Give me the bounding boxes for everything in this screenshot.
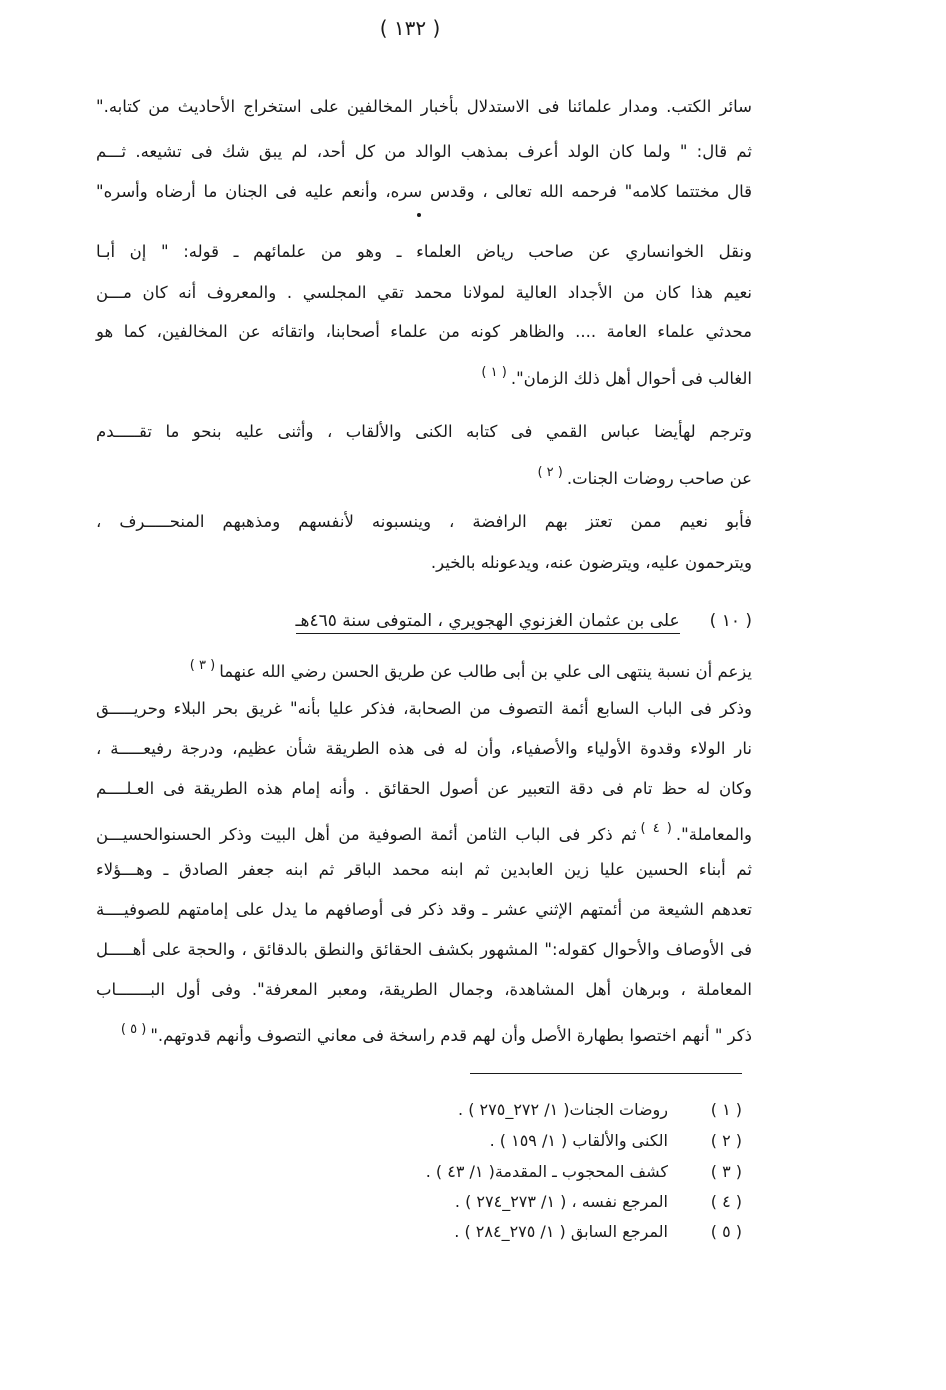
footnote-text: المرجع السابق ( ١/ ٢٧٥_٢٨٤ ) . — [454, 1222, 668, 1241]
text-segment: ثم ذكر فى الباب الثامن أئمة الصوفية من أهل البيت وذكر الحسنوالحسيـــن — [96, 825, 637, 844]
text-line: سائر الكتب. ومدار علمائنا فى الاستدلال بأخبار المخالفين على استخراج الأحاديث من كتابه." — [96, 97, 752, 116]
section-heading — [296, 608, 752, 634]
footnote-ref: ( ٢ ) — [537, 465, 563, 480]
footnote-text: كشف المحجوب ـ المقدمة( ١/ ٤٣ ) . — [425, 1162, 668, 1181]
text-line: المعاملة ، وبرهان أهل المشاهدة، وجمال الطريقة، ومعبر المعرفة". وفى أول البـــــــاب — [96, 980, 752, 999]
text-line: وذكر فى الباب السابع أئمة التصوف من الصحابة، فذكر عليا بأنه" غريق بحر البلاء وحريـــــق — [96, 699, 752, 718]
text-segment: ذكر " أنهم اختصوا بطهارة الأصل وأن لهم قدم راسخة فى معاني التصوف وأنهم قدوتهم." — [150, 1026, 752, 1045]
footnote — [454, 1220, 742, 1244]
footnote-separator — [470, 1073, 742, 1074]
footnote — [455, 1190, 742, 1214]
text-line: ونقل الخوانساري عن صاحب رياض العلماء ـ وهو من علمائهم ـ قوله: " إن أبـا — [96, 242, 752, 261]
footnote-number: ( ٥ ) — [710, 1222, 742, 1241]
text-line: وترجم لهأيضا عباس القمي فى كتابه الكنى والألقاب ، وأثنى عليه بنحو ما تقـــــدم — [96, 422, 752, 441]
footnote-number: ( ٢ ) — [710, 1131, 742, 1150]
text-segment: الغالب فى أحوال أهل ذلك الزمان". — [510, 369, 752, 388]
footnote-ref: ( ٤ ) — [640, 821, 672, 836]
footnote-number: ( ١ ) — [710, 1100, 742, 1119]
text-line: تعدهم الشيعة من أئمتهم الإثني عشر ـ وقد ذكر فى أوصافهم ما يدل على إمامتهم للصوفيــــة — [96, 900, 752, 919]
text-segment: عن صاحب روضات الجنات. — [566, 469, 752, 488]
text-line: نار الولاء وقدوة الأولياء والأصفياء، وأن له فى هذه الطريقة شأن عظيم، ودرجة رفيعـــــة ، — [96, 739, 752, 758]
footnote — [458, 1098, 742, 1122]
text-line: فأبو نعيم ممن تعتز بهم الرافضة ، وينسبونه لأنفسهم ومذهبهم المنحـــــرف ، — [96, 512, 752, 531]
stray-dot — [417, 213, 421, 217]
footnote — [490, 1129, 742, 1153]
footnote-number: ( ٣ ) — [710, 1162, 742, 1181]
section-title: على بن عثمان الغزنوي الهجويري ، المتوفى سنة ٤٦٥هـ — [296, 611, 680, 634]
text-line — [96, 1018, 752, 1048]
text-line: فى الأوصاف والأحوال كقوله:" المشهور بكشف الحقائق والنطق بالدقائق ، والحجة على أهـــــل — [96, 940, 752, 959]
section-number: ( ١٠ ) — [709, 611, 752, 631]
text-line: محدثي علماء العامة .... والظاهر كونه من علماء أصحابنا، واتقائه عن المخالفين، كما هو — [96, 322, 752, 341]
footnote-ref: ( ١ ) — [481, 365, 507, 380]
text-line — [96, 654, 752, 684]
text-line: نعيم هذا كان من الأجداد العالية لمولانا محمد تقي المجلسي . والمعروف أنه كان مـــن — [96, 283, 752, 302]
footnote-ref: ( ٣ ) — [189, 658, 216, 673]
footnote-ref: ( ٥ ) — [120, 1022, 147, 1037]
footnote-text: روضات الجنات( ١/ ٢٧٢_٢٧٥ ) . — [458, 1100, 668, 1119]
footnote-text: المرجع نفسه ، ( ١/ ٢٧٣_٢٧٤ ) . — [454, 1192, 668, 1211]
text-segment: والمعاملة". — [675, 825, 752, 844]
text-line: قال مختتما كلامه" فرحمه الله تعالى ، وقدس سره، وأنعم عليه فى الجنان ما أرضاه وأسره" — [96, 182, 752, 201]
page-number: ( ١٣٢ ) — [379, 16, 441, 40]
footnote-text: الكنى والألقاب ( ١/ ١٥٩ ) . — [489, 1131, 668, 1150]
text-line — [96, 817, 752, 847]
text-line: ويترحمون عليه، ويترضون عنه، ويدعونله بالخير. — [430, 553, 752, 572]
text-line: وكان له حظ تام فى دقة التعبير عن أصول الحقائق . وأنه إمام هذه الطريقة فى العـلــــم — [96, 779, 752, 798]
footnote-number: ( ٤ ) — [710, 1192, 742, 1211]
text-line: ثم أبناء الحسين عليا زين العابدين ثم ابنه محمد الباقر ثم ابنه جعفر الصادق ـ وهـــؤلاء — [96, 860, 752, 879]
text-line — [96, 461, 752, 491]
text-segment: يزعم أن نسبة ينتهى الى علي بن أبى طالب عن طريق الحسن رضي الله عنهما — [219, 662, 752, 681]
text-line — [96, 361, 752, 391]
text-line: ثم قال: " ولما كان الولد أعرف بمذهب الوالد من كل أحد، لم يبق شك فى تشيعه. ثـــم — [96, 142, 752, 161]
footnote — [426, 1160, 742, 1184]
